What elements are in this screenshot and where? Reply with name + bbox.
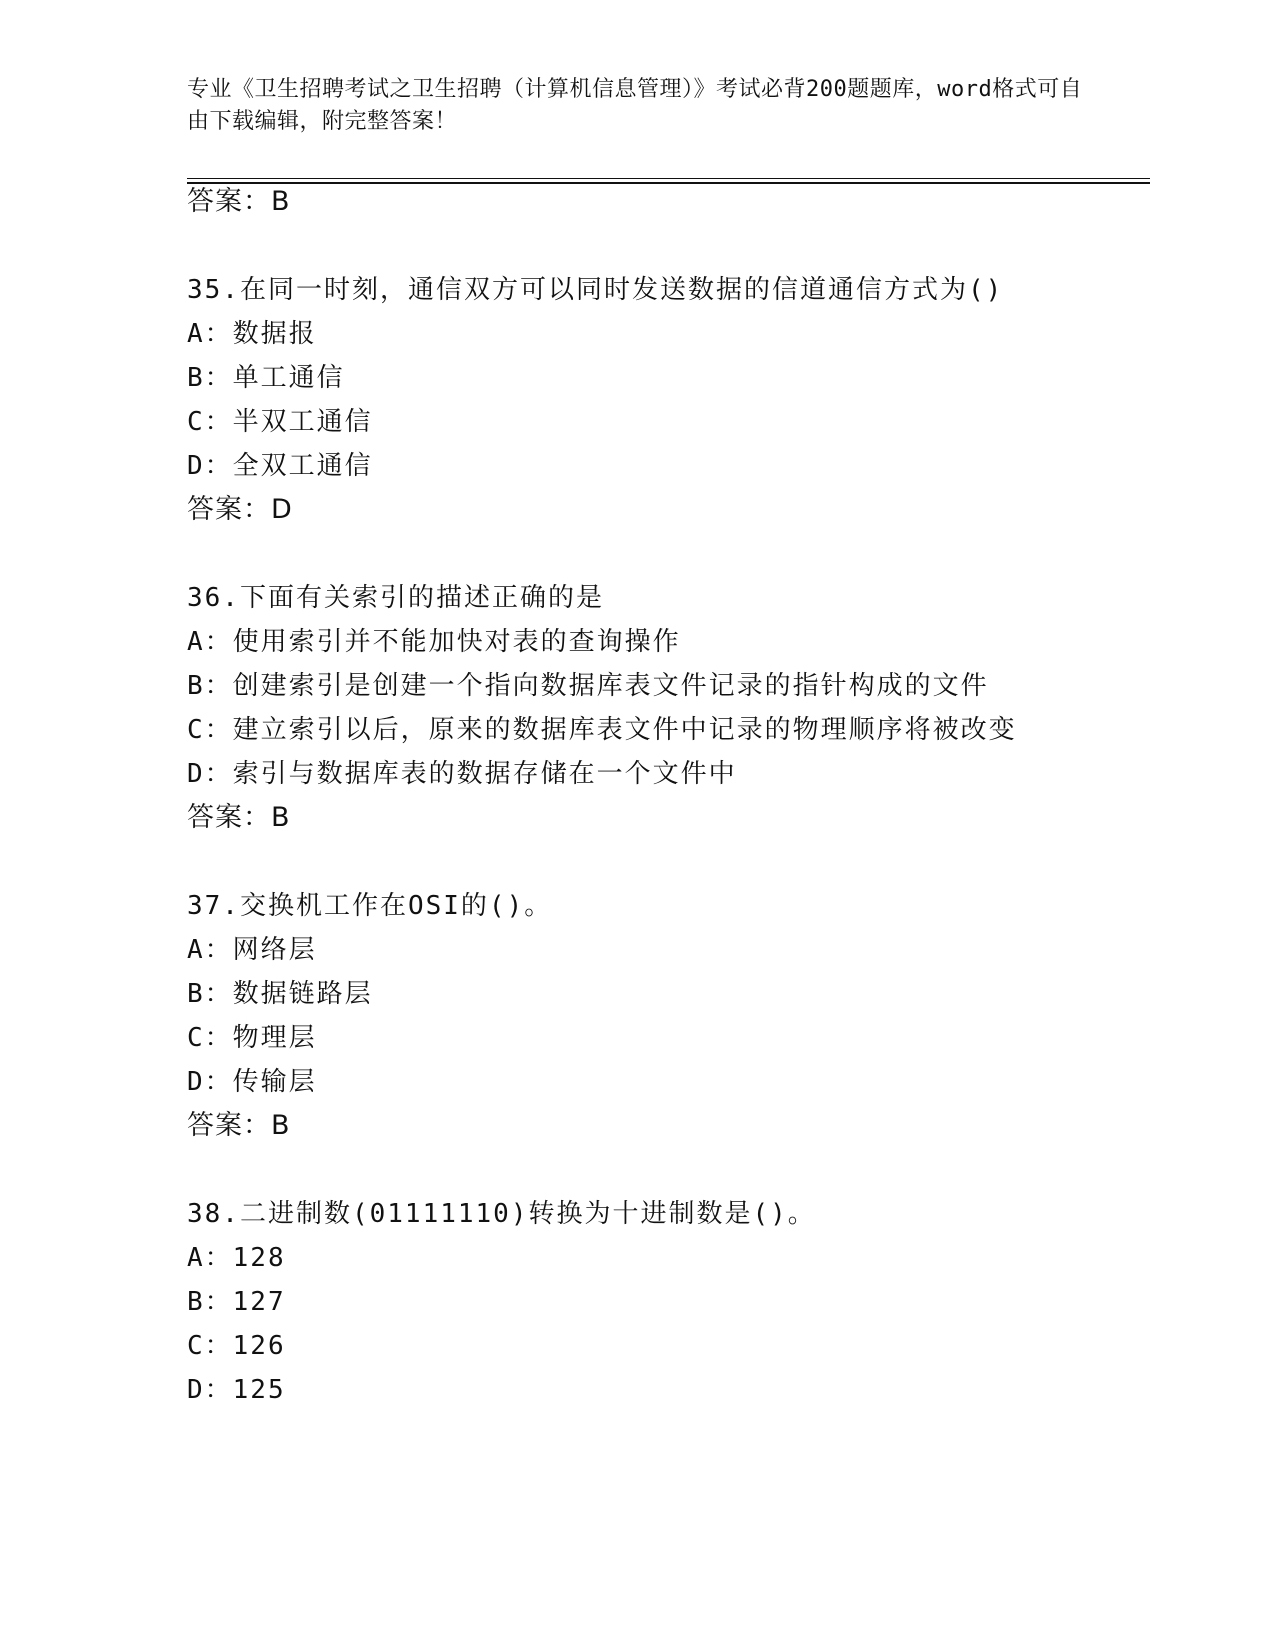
option-c: C：物理层 xyxy=(187,1023,317,1053)
option-c: C：126 xyxy=(187,1331,286,1361)
option-b: B：单工通信 xyxy=(187,363,345,393)
header-divider-thin xyxy=(187,178,1150,179)
question-stem: 35.在同一时刻，通信双方可以同时发送数据的信道通信方式为() xyxy=(187,275,1004,305)
question-stem: 37.交换机工作在OSI的()。 xyxy=(187,891,553,921)
answer: 答案：B xyxy=(187,1110,291,1141)
option-d: D：125 xyxy=(187,1375,286,1405)
option-c: C：半双工通信 xyxy=(187,407,373,437)
option-d: D：索引与数据库表的数据存储在一个文件中 xyxy=(187,759,737,789)
option-a: A：128 xyxy=(187,1243,286,1273)
question-stem: 38.二进制数(01111110)转换为十进制数是()。 xyxy=(187,1199,816,1229)
option-b: B：127 xyxy=(187,1287,286,1317)
page-header: 专业《卫生招聘考试之卫生招聘（计算机信息管理）》考试必背200题题库，word格式可自由下载编辑，附完整答案！ xyxy=(187,77,1083,134)
header-divider-thick xyxy=(187,182,1150,184)
option-c: C：建立索引以后，原来的数据库表文件中记录的物理顺序将被改变 xyxy=(187,715,1017,745)
option-b: B：创建索引是创建一个指向数据库表文件记录的指针构成的文件 xyxy=(187,671,989,701)
question-stem: 36.下面有关索引的描述正确的是 xyxy=(187,583,604,613)
option-a: A：数据报 xyxy=(187,319,317,349)
option-d: D：全双工通信 xyxy=(187,451,373,481)
option-a: A：使用索引并不能加快对表的查询操作 xyxy=(187,627,681,657)
option-b: B：数据链路层 xyxy=(187,979,373,1009)
answer: 答案：B xyxy=(187,802,291,833)
previous-answer: 答案：B xyxy=(187,186,291,217)
answer: 答案：D xyxy=(187,494,293,525)
option-d: D：传输层 xyxy=(187,1067,317,1097)
option-a: A：网络层 xyxy=(187,935,317,965)
